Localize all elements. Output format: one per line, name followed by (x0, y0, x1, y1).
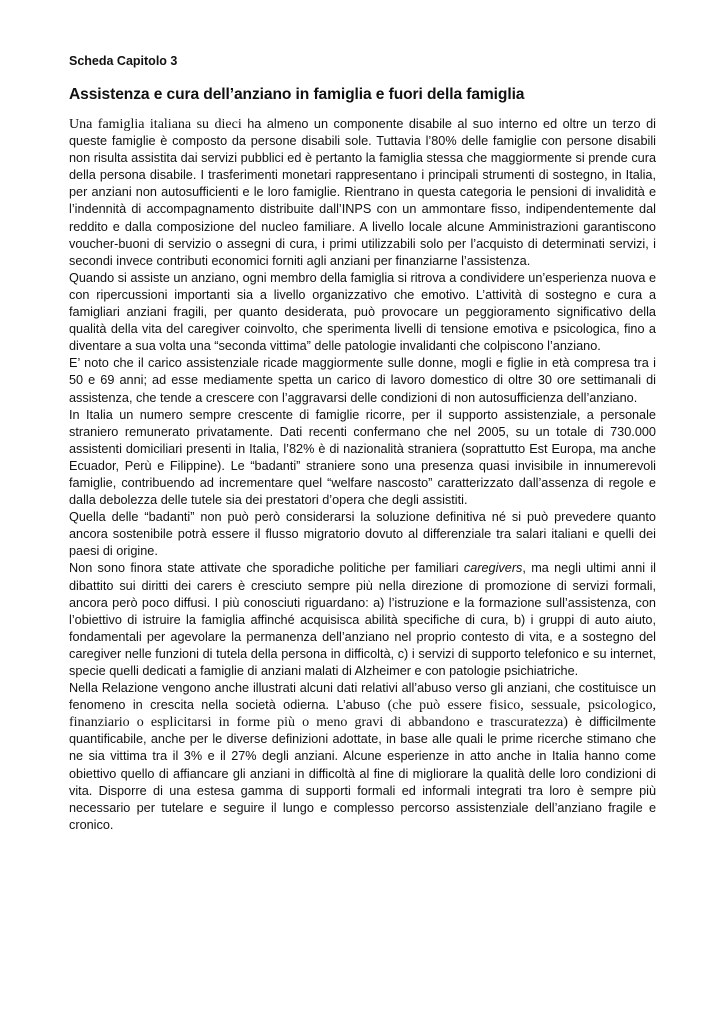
paragraph-6-italic-term: caregivers (463, 561, 523, 576)
chapter-label: Scheda Capitolo 3 (69, 54, 178, 68)
paragraph-4: In Italia un numero sempre crescente di famiglie ricorre, per il supporto assistenziale, a personale straniero remunerato privatamente. Dati recenti confermano che nel 2005, su un totale di 730.000 assistenti domiciliari presenti in Italia, l’82% è di nazionalità straniera (soprattutto Est Europa, ma anche Ecuador, Perù e Filippine). Le “badanti” straniere sono una presenza quasi invisibile in innumerevoli famiglie, contribuendo ad incrementare quel “welfare nascosto” caratterizzato dall’assenza di regole e dalla debolezza delle tutele sia dei prestatori d’opera che degli assistiti. (69, 407, 656, 508)
paragraph-7-text-start: Nella Relazione vengono anche illustrati alcuni dati relativi all’abuso verso gli anziani, che costituisce un fenomeno in crescita nella società odierna. L’abuso (69, 681, 656, 713)
paragraph-5: Quella delle “badanti” non può però considerarsi la soluzione definitiva né si può prevedere quanto ancora sostenibile potrà essere il flusso migratorio dovuto al differenziale tra salari italiani e quelli dei paesi di origine. (69, 510, 656, 559)
paragraph-6-text-start: Non sono finora state attivate che sporadiche politiche per familiari (69, 561, 464, 576)
paragraph-6 (69, 560, 656, 680)
paragraph-1-text: ha almeno un componente disabile al suo interno ed oltre un terzo di queste famiglie è composto da persone disabili sole. Tuttavia l’80% delle famiglie con persone disabili non risulta assistita dai servizi pubblici ed è pertanto la famiglia stessa che maggiormente si prende cura della persona disabile. I trasferimenti monetari rappresentano i principali strumenti di sostegno, in Italia, per anziani non autosufficienti e le loro famiglie. Rientrano in questa categoria le pensioni di invalidità e l’indennità di accompagnamento distribuite dall’INPS con un ammontare fisso, indipendentemente dal reddito e dalla composizione del nucleo familiare. A livello locale alcune Amministrazioni garantiscono voucher-buoni di servizio o assegni di cura, i primi utilizzabili solo per l’acquisto di determinati servizi, i secondi invece contributi economici forniti agli anziani per finanziarne l’assistenza. (69, 117, 656, 268)
paragraph-7-text-end: è difficilmente quantificabile, anche per le diverse definizioni adottate, in base alle quali le prime ricerche stimano che ne sia vittima tra il 3% e il 27% degli anziani. Alcune esperienze in atto anche in Italia hanno come obiettivo quello di affiancare gli anziani in difficoltà al fine di migliorare la qualità delle loro condizioni di vita. Disporre di una estesa gamma di supporti formali ed informali integrati tra loro è sempre più necessario per tutelare e seguire il lungo e complesso percorso assistenziale dell’anziano fragile e cronico. (69, 715, 656, 832)
document-page (69, 52, 656, 834)
paragraph-7 (69, 680, 656, 834)
paragraph-2: Quando si assiste un anziano, ogni membro della famiglia si ritrova a condividere un’esperienza nuova e con ripercussioni importanti sia a livello organizzativo che emotivo. L’attività di sostegno e cura a famigliari anziani fragili, per quanto desiderata, può provocare un peggioramento significativo della qualità della vita del caregiver coinvolto, che sperimenta livelli di tensione emotiva e psicologica, fino a diventare a sua volta una “seconda vittima” delle patologie invalidanti che colpiscono l’anziano. (69, 270, 656, 354)
document-body (69, 116, 656, 834)
paragraph-3: E’ noto che il carico assistenziale ricade maggiormente sulle donne, mogli e figlie in età compresa tra i 50 e 69 anni; ad esse mediamente spetta un carico di lavoro domestico di oltre 30 ore settimanali di assistenza, che tende a crescere con l’aggravarsi delle condizioni di non autosufficienza dell’anziano. (69, 356, 656, 405)
document-title: Assistenza e cura dell’anziano in famiglia e fuori della famiglia (69, 86, 525, 103)
paragraph-7-serif-aside: (che può essere fisico, sessuale, psicologico, finanziario o esplicitarsi in forme più o meno gravi di abbandono e trascuratezza) (69, 698, 656, 731)
paragraph-1 (69, 116, 656, 270)
paragraph-6-text-end: , ma negli ultimi anni il dibattito sui diritti dei carers è cresciuto sempre più nella direzione di promozione di servizi formali, ancora però poco diffusi. I più conosciuti riguardano: a) l’istruzione e la formazione sull’assistenza, con l’obiettivo di istruire la famiglia affinché acquisisca abilità specifiche di cura, b) i gruppi di auto aiuto, fondamentali per agevolare la permanenza dell’anziano nel proprio contesto di vita, e a sostegno del caregiver nelle funzioni di tutela della persona in difficoltà, c) i servizi di supporto telefonico e su internet, specie quelli dedicati a famiglie di anziani malati di Alzheimer e con patologie psichiatriche. (69, 561, 656, 678)
paragraph-1-lead: Una famiglia italiana su dieci (69, 117, 242, 132)
